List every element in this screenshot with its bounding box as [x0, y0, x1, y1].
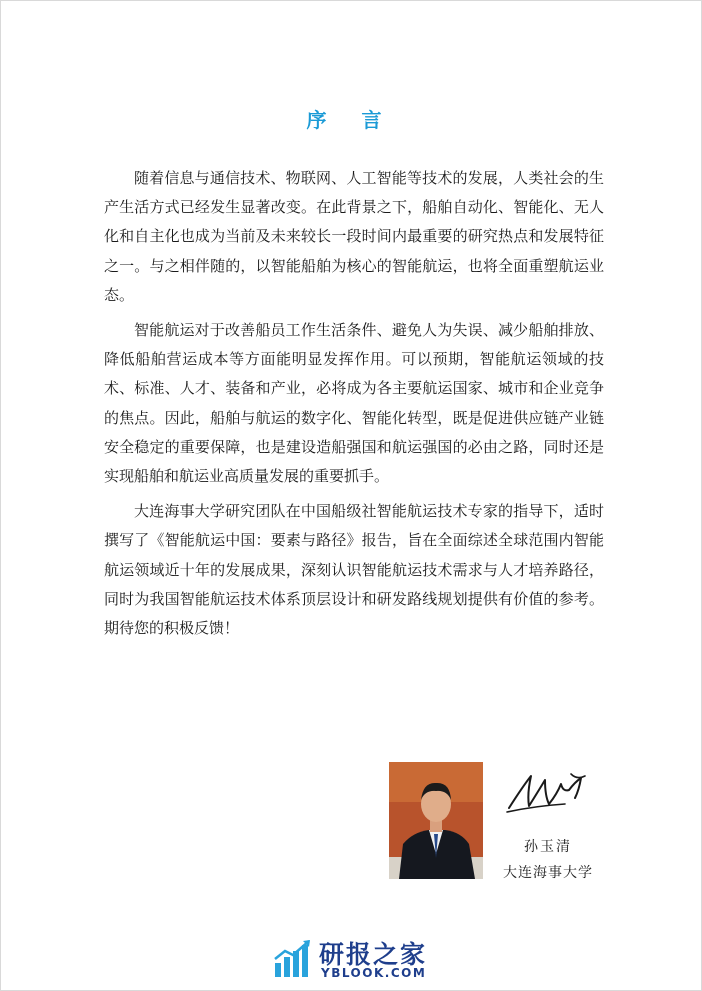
signatory-organization: 大连海事大学: [503, 865, 593, 881]
paragraph: 随着信息与通信技术、物联网、人工智能等技术的发展，人类社会的生产生活方式已经发生显著改变。在此背景之下，船舶自动化、智能化、无人化和自主化也成为当前及未来较长一段时间内最重要的研究热点和发展特征之一。与之相伴随的，以智能船舶为核心的智能航运，也将全面重塑航运业态。: [104, 169, 604, 304]
page-title: 序 言: [306, 108, 396, 132]
logo-url: YBLOOK.COM: [321, 966, 427, 980]
author-photo: [389, 762, 483, 879]
bar-chart-icon: [273, 939, 313, 979]
signatory-name: 孙玉清: [524, 839, 572, 855]
paragraph: 智能航运对于改善船员工作生活条件、避免人为失误、减少船舶排放、降低船舶营运成本等方面能明显发挥作用。可以预期，智能航运领域的技术、标准、人才、装备和产业，必将成为各主要航运国家、城市和企业竞争的焦点。因此，船舶与航运的数字化、智能化转型，既是促进供应链产业链安全稳定的重要保障，也是建设造船强国和航运强国的必由之路，同时还是实现船舶和航运业高质量发展的重要抓手。: [104, 321, 604, 486]
logo-text: 研报之家: [319, 940, 428, 969]
paragraph: 大连海事大学研究团队在中国船级社智能航运技术专家的指导下，适时撰写了《智能航运中国：要素与路径》报告，旨在全面综述全球范围内智能航运领域近十年的发展成果，深刻认识智能航运技术需求与人才培养路径，同时为我国智能航运技术体系顶层设计和研发路线规划提供有价值的参考。期待您的积极反馈！: [104, 502, 604, 638]
body-text: [104, 164, 604, 649]
footer-logo: [273, 935, 433, 983]
handwritten-signature: [505, 768, 591, 818]
